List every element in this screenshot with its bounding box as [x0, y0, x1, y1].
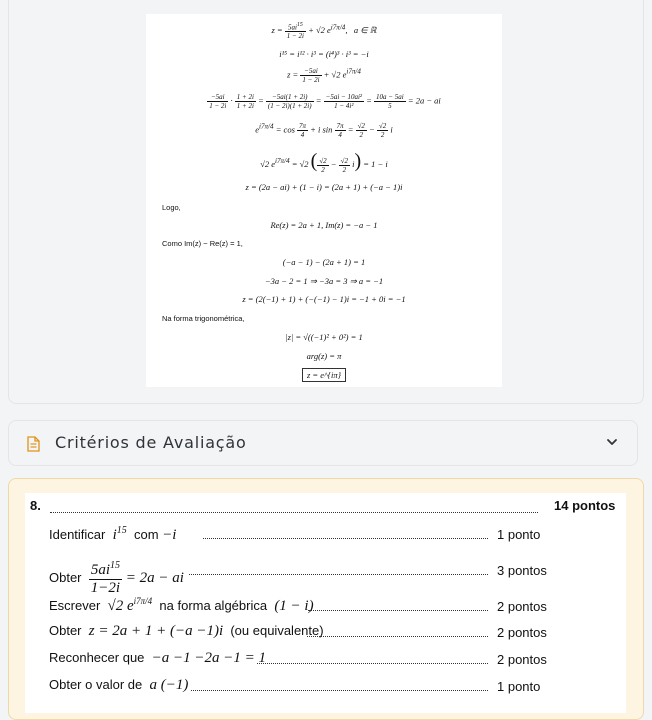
solution-line-12: |z| = √((−1)² + 0²) = 1 [285, 332, 363, 342]
solution-final-answer: z = e^{iπ} [146, 370, 502, 380]
criteria-title: Critérios de Avaliação [55, 433, 247, 452]
solution-line-7: z = (2a − ai) + (1 − i) = (2a + 1) + (−a − 1)i [245, 182, 403, 192]
dot-leader [203, 538, 488, 539]
criteria-points: 2 pontos [497, 652, 547, 667]
dot-leader [189, 574, 488, 575]
document-icon [27, 436, 40, 452]
solution-line-9: (−a − 1) − (2a + 1) = 1 [282, 257, 366, 267]
chevron-down-icon[interactable] [605, 435, 619, 449]
solution-card [146, 14, 502, 387]
criteria-points: 3 pontos [497, 563, 547, 578]
solution-line-3: z = $\frac{-5ai}{1 - 2i}$ + √2 $e^{i7\pi/4}$ [287, 67, 361, 84]
criteria-accordion-header[interactable] [8, 420, 638, 466]
solution-text-trig: Na forma trigonométrica, [162, 314, 245, 323]
criteria-row: Reconhecer que −a −1 −2a −1 = 1 2 pontos [49, 650, 547, 667]
dot-leader [308, 610, 488, 611]
solution-line-11: z = (2(−1) + 1) + (−(−1) − 1)i = −1 + 0i = −1 [242, 294, 406, 304]
question-number: 8. [30, 498, 41, 513]
solution-line-4: $\frac{-5ai}{1 - 2i}$ · $\frac{1 + 2i}{1 + 2i}$ = $\frac{-5ai(1 + 2i)}{(1 - 2i)(1 + 2i)}$ = $\frac{\text{−5ai − 10ai²}}{\text{1 − 4i²}}$ = $\frac{10a - 5ai}{5}$ = 2a − ai [209, 93, 441, 110]
question-header-row [25, 498, 626, 522]
solution-line-5: $e^{i7\pi/4} = \cos$ $\frac{7\pi}{4}$ + i sin $\frac{7\pi}{4}$ = $\frac{√2}{2}$ − $\frac{√2}{2}$ i [255, 122, 393, 139]
solution-text-como: Como Im(z) − Re(z) = 1, [162, 239, 243, 248]
criteria-row: Escrever √2 $e^{i7\pi/4}$ na forma algébrica (1 − i) 2 pontos [49, 596, 547, 614]
dot-leader [191, 690, 488, 691]
criteria-row: Obter o valor de a (−1) 1 ponto [49, 677, 541, 694]
dot-leader [257, 663, 488, 664]
criteria-table [25, 493, 626, 713]
question-total: 14 pontos [554, 498, 616, 513]
dot-leader [50, 512, 538, 513]
dot-leader [307, 636, 488, 637]
criteria-row: Obter $\frac{5ai^{15}}{1-2i}$ = 2a − ai 3 pontos [49, 560, 547, 596]
solution-line-1: z = $\frac{5ai^{15}}{1 - 2i}$ + √2 $e^{i7\pi/4}$, a ∈ ℝ [271, 22, 377, 41]
solution-line-13: arg(z) = π [306, 351, 342, 361]
criteria-points: 2 pontos [497, 625, 547, 640]
criteria-points: 1 ponto [497, 527, 541, 542]
solution-line-2: i¹⁵ = i¹² · i³ = (i⁴)³ · i³ = −i [279, 49, 369, 59]
solution-line-6: √2 $e^{i7\pi/4} = √2$ ( $\frac{√2}{2}$ − $\frac{√2}{2}$ i) = 1 − i [260, 150, 388, 174]
criteria-row: Obter z = 2a + 1 + (−a −1)i (ou equivalente) 2 pontos [49, 623, 547, 640]
solution-line-8: Re(z) = 2a + 1, Im(z) = −a − 1 [270, 220, 378, 230]
criteria-row: Identificar $i^{15}$ com −i 1 ponto [49, 525, 541, 543]
criteria-points: 1 ponto [497, 679, 541, 694]
criteria-points: 2 pontos [497, 599, 547, 614]
solution-line-10: −3a − 2 = 1 ⇒ −3a = 3 ⇒ a = −1 [264, 276, 384, 286]
solution-text-logo: Logo, [162, 203, 181, 212]
